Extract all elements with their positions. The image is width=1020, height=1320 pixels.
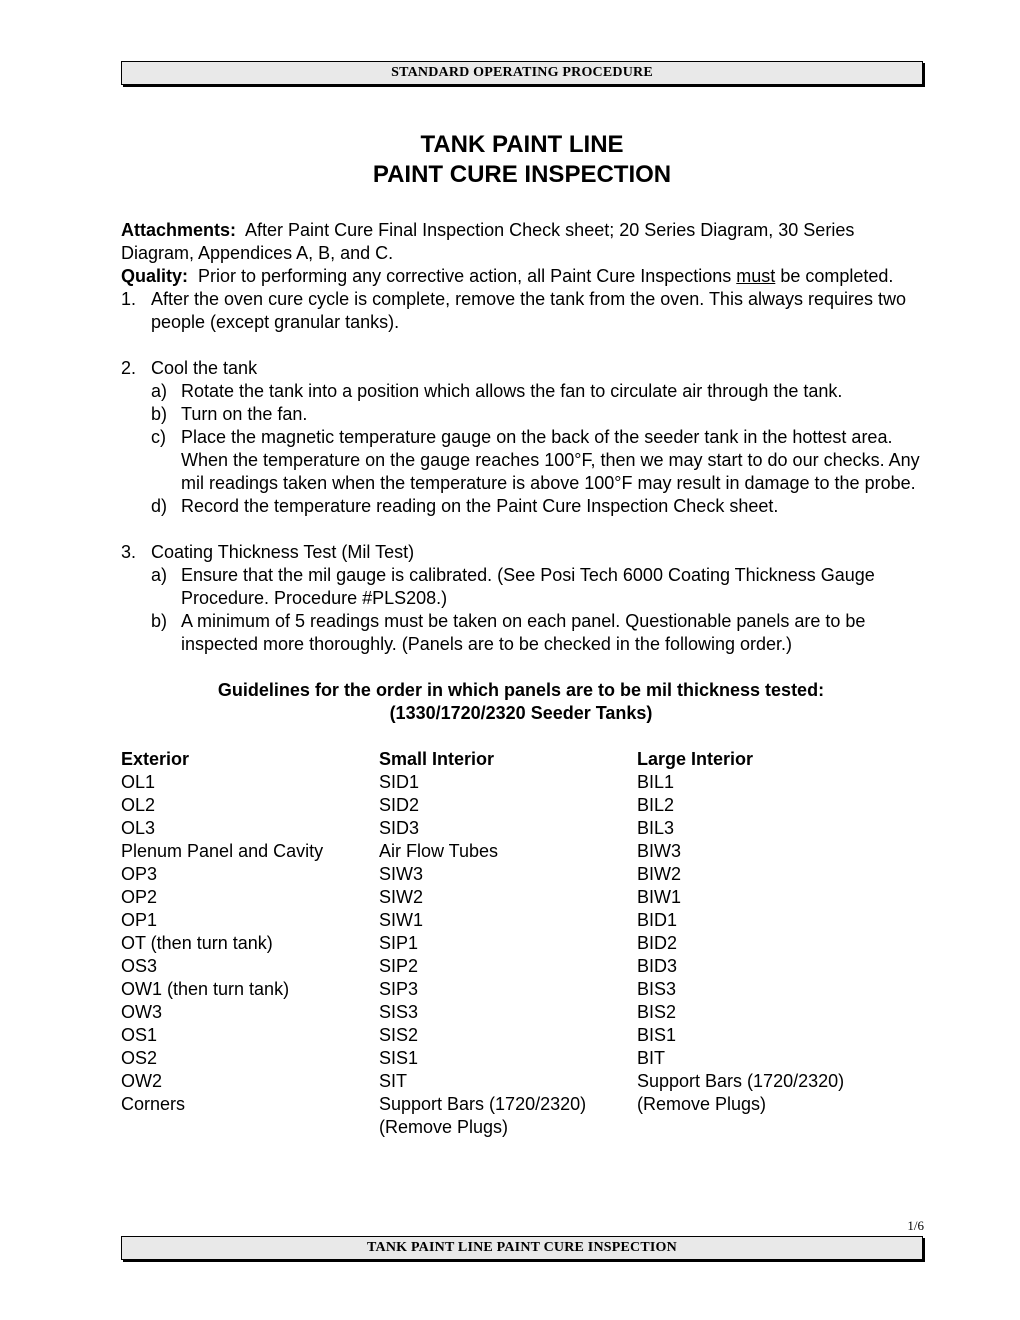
table-cell: BID3 bbox=[637, 956, 678, 976]
quality-emphasis: must bbox=[736, 266, 776, 286]
substep-letter: a) bbox=[151, 381, 168, 401]
table-cell: OW1 (then turn tank) bbox=[121, 979, 290, 999]
substep-text: Place the magnetic temperature gauge on the back of the seeder tank in the hottest area. When the temperature on the gauge reaches 100°F, then we may start to do our checks. Any mil readings taken when the temperature is above 100°F may result in damage to the probe. bbox=[181, 427, 920, 493]
table-row bbox=[121, 1001, 921, 1024]
table-cell: Support Bars (1720/2320) bbox=[379, 1094, 587, 1114]
table-cell: SIS3 bbox=[379, 1002, 419, 1022]
table-cell: OL2 bbox=[121, 795, 156, 815]
quality-paragraph bbox=[121, 265, 931, 288]
table-cell: SIP1 bbox=[379, 933, 419, 953]
table-cell: BIW1 bbox=[637, 887, 682, 907]
table-cell: BIT bbox=[637, 1048, 666, 1068]
table-cell: SIP3 bbox=[379, 979, 419, 999]
table-cell: OW3 bbox=[121, 1002, 163, 1022]
table-cell: OS2 bbox=[121, 1048, 158, 1068]
substep-letter: b) bbox=[151, 404, 168, 424]
quality-text-after: be completed. bbox=[780, 266, 894, 286]
attachments-text: After Paint Cure Final Inspection Check sheet; 20 Series Diagram, 30 Series Diagram, Appendices A, B, and C. bbox=[121, 220, 855, 263]
table-cell: (Remove Plugs) bbox=[637, 1094, 767, 1114]
table-cell: SIS2 bbox=[379, 1025, 419, 1045]
step-number: 1. bbox=[121, 289, 137, 309]
substep-letter: d) bbox=[151, 496, 168, 516]
table-cell: SID2 bbox=[379, 795, 420, 815]
table-cell: SIW3 bbox=[379, 864, 424, 884]
table-cell: OT (then turn tank) bbox=[121, 933, 273, 953]
table-cell: BID1 bbox=[637, 910, 678, 930]
step-number: 2. bbox=[121, 358, 137, 378]
header-band: STANDARD OPERATING PROCEDURE bbox=[121, 61, 923, 85]
table-cell: BIS3 bbox=[637, 979, 677, 999]
step-text: Cool the tank bbox=[151, 358, 258, 378]
table-cell: Air Flow Tubes bbox=[379, 841, 499, 861]
column-header-small-interior: Small Interior bbox=[379, 749, 495, 769]
table-cell: SID3 bbox=[379, 818, 420, 838]
step-text: Coating Thickness Test (Mil Test) bbox=[151, 542, 415, 562]
table-cell: SIP2 bbox=[379, 956, 419, 976]
column-header-large-interior: Large Interior bbox=[637, 749, 754, 769]
table-cell: (Remove Plugs) bbox=[379, 1117, 509, 1137]
substep-letter: a) bbox=[151, 565, 168, 585]
substep-letter: b) bbox=[151, 611, 168, 631]
step-number: 3. bbox=[121, 542, 137, 562]
table-row bbox=[121, 1024, 921, 1047]
page-number: 1/6 bbox=[907, 1218, 924, 1233]
attachments-label: Attachments: bbox=[121, 220, 237, 240]
substep-text: Record the temperature reading on the Paint Cure Inspection Check sheet. bbox=[181, 496, 779, 516]
table-cell: OP3 bbox=[121, 864, 158, 884]
substep bbox=[121, 564, 931, 610]
table-header-row bbox=[121, 748, 921, 771]
table-row bbox=[121, 863, 921, 886]
table-row bbox=[121, 886, 921, 909]
table-cell: BIL2 bbox=[637, 795, 675, 815]
table-cell: SIW2 bbox=[379, 887, 424, 907]
table-row bbox=[121, 909, 921, 932]
table-row bbox=[121, 817, 921, 840]
table-cell: BIW2 bbox=[637, 864, 682, 884]
table-cell bbox=[121, 1116, 379, 1139]
table-cell: Plenum Panel and Cavity bbox=[121, 841, 324, 861]
table-body bbox=[121, 771, 921, 1139]
table-cell: OS1 bbox=[121, 1025, 158, 1045]
table-cell: BID2 bbox=[637, 933, 678, 953]
guidelines-line-1: Guidelines for the order in which panels are to be mil thickness tested: bbox=[217, 680, 825, 700]
table-row bbox=[121, 1093, 921, 1116]
substep bbox=[121, 610, 931, 656]
table-cell: Support Bars (1720/2320) bbox=[637, 1071, 845, 1091]
title-line-1: TANK PAINT LINE bbox=[420, 131, 624, 158]
document-body bbox=[121, 219, 931, 1139]
table-cell: BIL3 bbox=[637, 818, 675, 838]
table-cell: SIS1 bbox=[379, 1048, 419, 1068]
table-cell: SIW1 bbox=[379, 910, 424, 930]
table-cell: BIW3 bbox=[637, 841, 682, 861]
table-cell bbox=[637, 1116, 921, 1139]
table-row bbox=[121, 840, 921, 863]
table-cell: Corners bbox=[121, 1094, 186, 1114]
step-2 bbox=[121, 357, 931, 380]
substep bbox=[121, 495, 931, 518]
table-cell: OP2 bbox=[121, 887, 158, 907]
step-1 bbox=[121, 288, 931, 334]
title-line-2: PAINT CURE INSPECTION bbox=[372, 161, 672, 188]
substep-text: Ensure that the mil gauge is calibrated. (See Posi Tech 6000 Coating Thickness Gauge Procedure. Procedure #PLS208.) bbox=[181, 565, 875, 608]
substep-text: Turn on the fan. bbox=[181, 404, 308, 424]
guidelines-line-2: (1330/1720/2320 Seeder Tanks) bbox=[389, 703, 653, 723]
table-row bbox=[121, 771, 921, 794]
table-row bbox=[121, 1047, 921, 1070]
table-row bbox=[121, 794, 921, 817]
substep-letter: c) bbox=[151, 427, 166, 447]
attachments-paragraph bbox=[121, 219, 931, 265]
quality-text-before: Prior to performing any corrective action, all Paint Cure Inspections bbox=[198, 266, 732, 286]
table-row bbox=[121, 978, 921, 1001]
substep bbox=[121, 426, 931, 495]
table-cell: OW2 bbox=[121, 1071, 163, 1091]
table-cell: BIS1 bbox=[637, 1025, 677, 1045]
panel-order-table bbox=[121, 748, 921, 1139]
table-cell: OL1 bbox=[121, 772, 156, 792]
table-cell: BIS2 bbox=[637, 1002, 677, 1022]
footer-band: TANK PAINT LINE PAINT CURE INSPECTION bbox=[121, 1236, 923, 1260]
table-cell: OL3 bbox=[121, 818, 156, 838]
substep-text: Rotate the tank into a position which allows the fan to circulate air through the tank. bbox=[181, 381, 843, 401]
guidelines-heading bbox=[121, 679, 921, 725]
table-cell: OP1 bbox=[121, 910, 158, 930]
document-title bbox=[0, 130, 1020, 190]
substep-text: A minimum of 5 readings must be taken on each panel. Questionable panels are to be inspected more thoroughly. (Panels are to be checked in the following order.) bbox=[181, 611, 866, 654]
table-row bbox=[121, 955, 921, 978]
substep bbox=[121, 380, 931, 403]
table-cell: SIT bbox=[379, 1071, 408, 1091]
step-3 bbox=[121, 541, 931, 564]
table-row bbox=[121, 1070, 921, 1093]
table-row bbox=[121, 932, 921, 955]
substep bbox=[121, 403, 931, 426]
table-cell: OS3 bbox=[121, 956, 158, 976]
step-text: After the oven cure cycle is complete, remove the tank from the oven. This always requires two people (except granular tanks). bbox=[151, 289, 907, 332]
table-cell: SID1 bbox=[379, 772, 420, 792]
column-header-exterior: Exterior bbox=[121, 749, 190, 769]
table-row bbox=[121, 1116, 921, 1139]
quality-label: Quality: bbox=[121, 266, 189, 286]
table-cell: BIL1 bbox=[637, 772, 675, 792]
